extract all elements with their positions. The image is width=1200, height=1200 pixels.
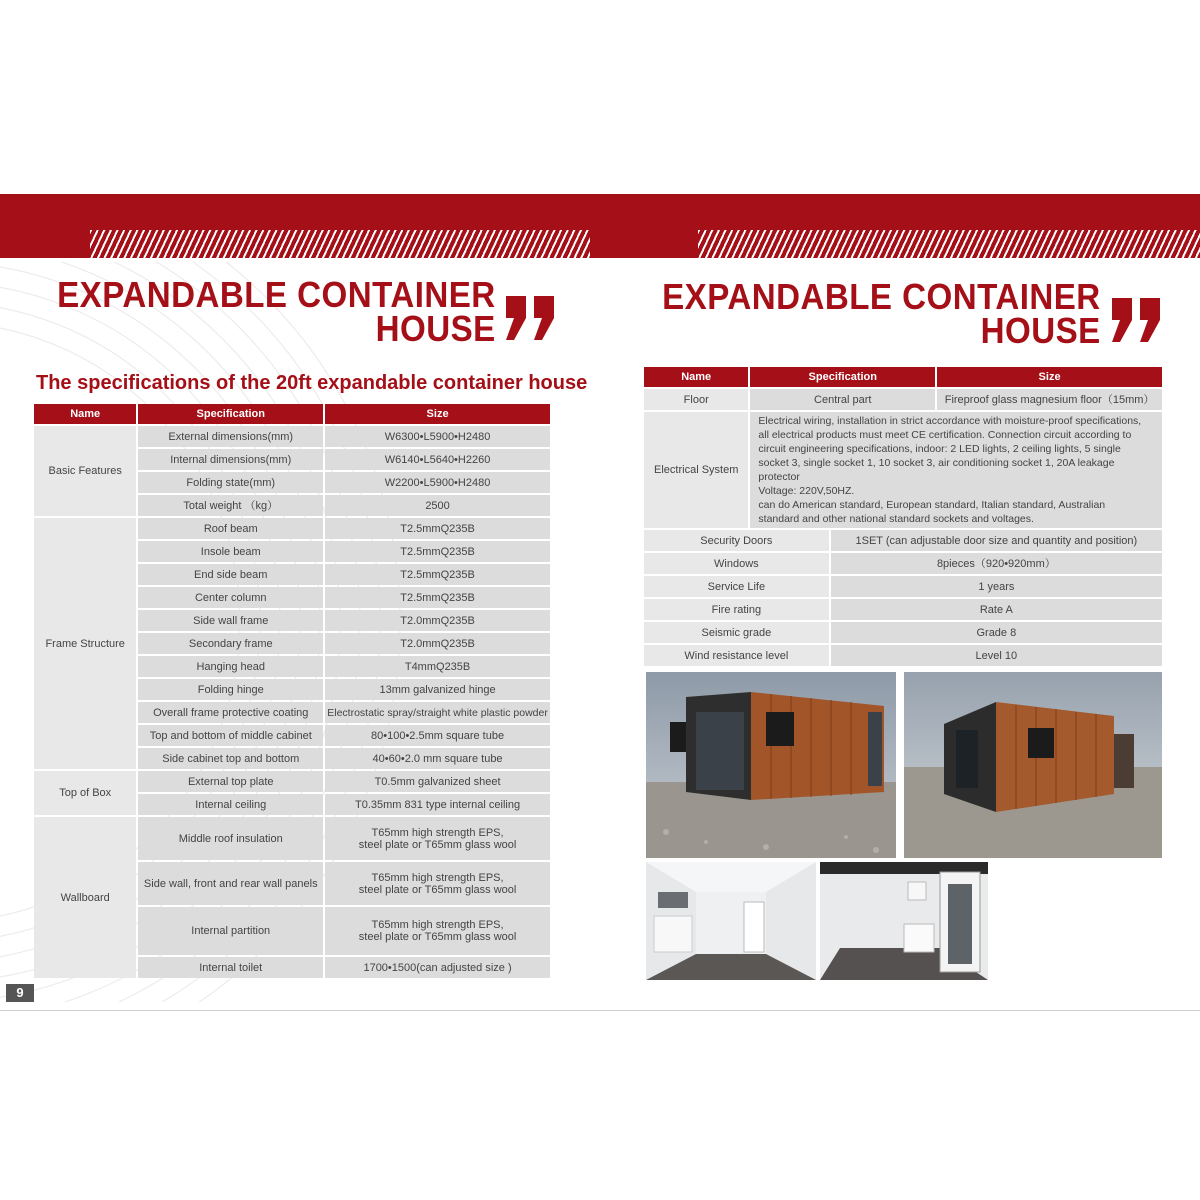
header-specification: Specification (138, 404, 323, 424)
size-cell: 2500 (325, 495, 550, 516)
electrical-line: all electrical products must meet CE certification. Connection circuit according to (758, 429, 1132, 441)
row-name: Security Doors (644, 530, 829, 551)
quote-mark-right-icon (1108, 296, 1166, 346)
right-spec-table (642, 365, 1164, 530)
header-hatch-left (90, 230, 590, 258)
row-value: 1 years (831, 576, 1162, 597)
size-cell: T0.5mm galvanized sheet (325, 771, 550, 792)
size-cell: W2200•L5900•H2480 (325, 472, 550, 493)
electrical-description (750, 412, 1162, 528)
electrical-line: Voltage: 220V,50HZ. (758, 485, 855, 497)
spec-cell: Side wall frame (138, 610, 323, 631)
electrical-line: socket 3, single socket 1, 10 socket 3, air conditioning socket 1, 20A leakage protector (758, 457, 1115, 483)
spec-cell: Internal dimensions(mm) (138, 449, 323, 470)
size-cell: T4mmQ235B (325, 656, 550, 677)
size-cell: 1700•1500(can adjusted size ) (325, 957, 550, 978)
spec-cell: External dimensions(mm) (138, 426, 323, 447)
header-size: Size (325, 404, 550, 424)
floor-name: Floor (644, 389, 748, 410)
size-cell: T2.5mmQ235B (325, 541, 550, 562)
spec-cell: Side wall, front and rear wall panels (138, 862, 323, 905)
left-spec-table (32, 402, 552, 980)
group-name: Frame Structure (34, 518, 136, 769)
spec-cell: Hanging head (138, 656, 323, 677)
spec-cell: Secondary frame (138, 633, 323, 654)
size-cell: 80•100•2.5mm square tube (325, 725, 550, 746)
spec-cell: Roof beam (138, 518, 323, 539)
group-name: Wallboard (34, 817, 136, 978)
row-value: Rate A (831, 599, 1162, 620)
header-size: Size (937, 367, 1162, 387)
spec-subtitle: The specifications of the 20ft expandable container house (36, 372, 588, 394)
size-cell: T2.5mmQ235B (325, 587, 550, 608)
size-cell: T65mm high strength EPS, steel plate or T65mm glass wool (325, 862, 550, 905)
row-value: Grade 8 (831, 622, 1162, 643)
spec-cell: External top plate (138, 771, 323, 792)
header-hatch-right (698, 230, 1200, 258)
spec-cell: Side cabinet top and bottom (138, 748, 323, 769)
size-cell: T65mm high strength EPS, steel plate or T65mm glass wool (325, 817, 550, 860)
title-line2: HOUSE (980, 310, 1101, 351)
size-cell: 13mm galvanized hinge (325, 679, 550, 700)
title-line2: HOUSE (375, 308, 496, 349)
size-cell: T2.5mmQ235B (325, 518, 550, 539)
spec-cell: Top and bottom of middle cabinet (138, 725, 323, 746)
title-line1: EXPANDABLE CONTAINER (662, 276, 1101, 317)
right-extra-table (642, 528, 1164, 668)
header-specification: Specification (750, 367, 935, 387)
row-name: Service Life (644, 576, 829, 597)
header-name: Name (644, 367, 748, 387)
size-cell: 40•60•2.0 mm square tube (325, 748, 550, 769)
spec-cell: End side beam (138, 564, 323, 585)
electrical-line: Electrical wiring, installation in strict accordance with moisture-proof specifications, (758, 415, 1142, 427)
row-value: Level 10 (831, 645, 1162, 666)
spec-cell: Overall frame protective coating (138, 702, 323, 723)
page-title-right (662, 276, 1101, 351)
spec-cell: Total weight （kg） (138, 495, 323, 516)
spec-cell: Internal ceiling (138, 794, 323, 815)
size-cell: W6140•L5640•H2260 (325, 449, 550, 470)
size-cell: Electrostatic spray/straight white plastic powder (325, 702, 550, 723)
spec-cell: Insole beam (138, 541, 323, 562)
floor-spec: Central part (750, 389, 935, 410)
quote-mark-left-icon (502, 294, 560, 344)
spec-cell: Middle roof insulation (138, 817, 323, 860)
floor-size: Fireproof glass magnesium floor（15mm） (937, 389, 1162, 410)
header-name: Name (34, 404, 136, 424)
group-name: Basic Features (34, 426, 136, 516)
size-cell: T2.0mmQ235B (325, 610, 550, 631)
size-cell: W6300•L5900•H2480 (325, 426, 550, 447)
container-exterior-angle-photo (904, 672, 1162, 858)
title-line1: EXPANDABLE CONTAINER (57, 274, 496, 315)
row-name: Fire rating (644, 599, 829, 620)
electrical-line: can do American standard, European standard, Italian standard, Australian (758, 499, 1106, 511)
page-title-left (57, 274, 496, 349)
electrical-line: circuit engineering specifications, indoor: 2 LED lights, 2 ceiling lights, 5 single (758, 443, 1121, 455)
spec-cell: Folding hinge (138, 679, 323, 700)
spec-cell: Center column (138, 587, 323, 608)
electrical-line: standard and other national standard sockets and voltages. (758, 513, 1034, 525)
row-value: 1SET (can adjustable door size and quantity and position) (831, 530, 1162, 551)
row-name: Windows (644, 553, 829, 574)
row-name: Seismic grade (644, 622, 829, 643)
electrical-name: Electrical System (644, 412, 748, 528)
row-value: 8pieces（920•920mm） (831, 553, 1162, 574)
spec-cell: Internal toilet (138, 957, 323, 978)
spec-cell: Folding state(mm) (138, 472, 323, 493)
size-cell: T2.0mmQ235B (325, 633, 550, 654)
row-name: Wind resistance level (644, 645, 829, 666)
interior-kitchen-photo (646, 862, 816, 980)
spec-cell: Internal partition (138, 907, 323, 955)
page-number: 9 (6, 984, 34, 1002)
group-name: Top of Box (34, 771, 136, 815)
size-cell: T0.35mm 831 type internal ceiling (325, 794, 550, 815)
interior-door-photo (820, 862, 988, 980)
container-exterior-front-photo (646, 672, 896, 858)
footer-divider (0, 1010, 1200, 1011)
size-cell: T65mm high strength EPS, steel plate or T65mm glass wool (325, 907, 550, 955)
size-cell: T2.5mmQ235B (325, 564, 550, 585)
